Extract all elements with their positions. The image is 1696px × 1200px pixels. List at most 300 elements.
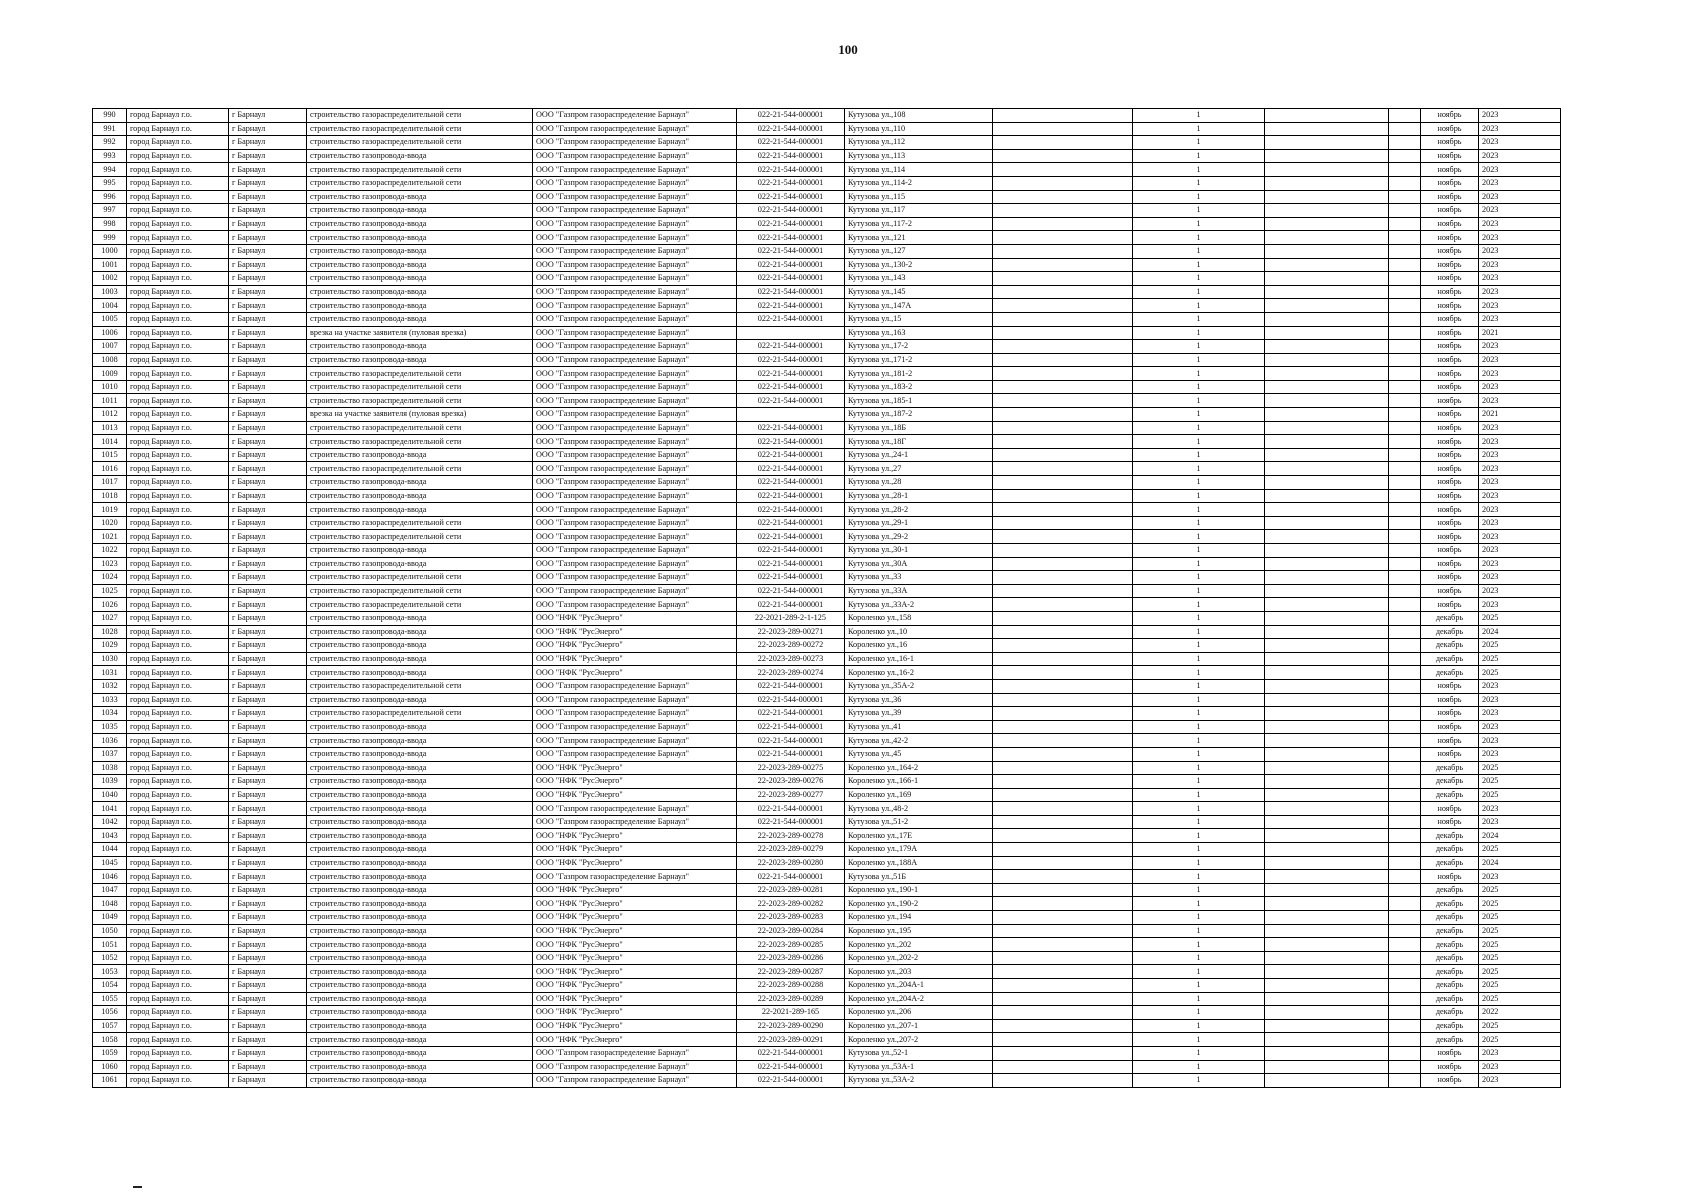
table-row bbox=[93, 883, 1561, 897]
table-cell: строительство газопровода-ввода bbox=[307, 788, 533, 802]
table-cell: 1050 bbox=[93, 924, 127, 938]
table-cell: ноябрь bbox=[1421, 815, 1479, 829]
table-cell: 1 bbox=[1133, 598, 1265, 612]
empty-cell bbox=[1389, 353, 1421, 367]
table-row bbox=[93, 190, 1561, 204]
table-cell: 1 bbox=[1133, 394, 1265, 408]
table-cell: 991 bbox=[93, 122, 127, 136]
table-cell: 022-21-544-000001 bbox=[737, 815, 845, 829]
table-cell: 1 bbox=[1133, 788, 1265, 802]
table-cell: г Барнаул bbox=[229, 693, 307, 707]
table-cell: ноябрь bbox=[1421, 1060, 1479, 1074]
table-cell: ООО "НФК "РусЭнерго" bbox=[533, 1019, 737, 1033]
table-cell: Кутузова ул.,45 bbox=[845, 747, 993, 761]
table-cell: 22-2023-289-00291 bbox=[737, 1033, 845, 1047]
table-cell: 1007 bbox=[93, 340, 127, 354]
table-cell: г Барнаул bbox=[229, 503, 307, 517]
empty-cell bbox=[1389, 883, 1421, 897]
table-cell: ноябрь bbox=[1421, 326, 1479, 340]
table-cell: 1 bbox=[1133, 734, 1265, 748]
table-cell: Кутузова ул.,108 bbox=[845, 109, 993, 123]
table-cell: 022-21-544-000001 bbox=[737, 462, 845, 476]
table-cell: 1034 bbox=[93, 707, 127, 721]
table-cell: строительство газопровода-ввода bbox=[307, 1060, 533, 1074]
table-cell: г Барнаул bbox=[229, 299, 307, 313]
table-row bbox=[93, 340, 1561, 354]
table-cell: 997 bbox=[93, 204, 127, 218]
table-cell: 2023 bbox=[1479, 149, 1561, 163]
table-row bbox=[93, 204, 1561, 218]
empty-cell bbox=[1389, 747, 1421, 761]
empty-cell bbox=[1265, 856, 1389, 870]
table-cell: 1 bbox=[1133, 965, 1265, 979]
empty-cell bbox=[993, 598, 1133, 612]
table-cell: 1037 bbox=[93, 747, 127, 761]
empty-cell bbox=[1389, 720, 1421, 734]
table-row bbox=[93, 136, 1561, 150]
table-cell: г Барнаул bbox=[229, 149, 307, 163]
table-cell: 022-21-544-000001 bbox=[737, 204, 845, 218]
table-cell: 022-21-544-000001 bbox=[737, 299, 845, 313]
table-cell: ноябрь bbox=[1421, 353, 1479, 367]
table-cell: город Барнаул г.о. bbox=[127, 611, 229, 625]
table-cell: г Барнаул bbox=[229, 761, 307, 775]
table-cell: г Барнаул bbox=[229, 815, 307, 829]
table-cell: ноябрь bbox=[1421, 870, 1479, 884]
empty-cell bbox=[1389, 272, 1421, 286]
empty-cell bbox=[1265, 761, 1389, 775]
empty-cell bbox=[1389, 1060, 1421, 1074]
table-cell: город Барнаул г.о. bbox=[127, 707, 229, 721]
table-cell: 996 bbox=[93, 190, 127, 204]
empty-cell bbox=[1389, 911, 1421, 925]
table-cell: ООО "НФК "РусЭнерго" bbox=[533, 1006, 737, 1020]
empty-cell bbox=[1389, 1019, 1421, 1033]
table-cell: г Барнаул bbox=[229, 489, 307, 503]
table-cell: Кутузова ул.,181-2 bbox=[845, 367, 993, 381]
empty-cell bbox=[1389, 462, 1421, 476]
table-cell: 22-2021-289-2-1-125 bbox=[737, 611, 845, 625]
empty-cell bbox=[993, 312, 1133, 326]
empty-cell bbox=[993, 217, 1133, 231]
table-cell: ООО "Газпром газораспределение Барнаул" bbox=[533, 109, 737, 123]
table-cell: город Барнаул г.о. bbox=[127, 625, 229, 639]
table-cell: ООО "Газпром газораспределение Барнаул" bbox=[533, 136, 737, 150]
table-cell: Кутузова ул.,33 bbox=[845, 571, 993, 585]
table-cell: ноябрь bbox=[1421, 109, 1479, 123]
table-cell: ООО "НФК "РусЭнерго" bbox=[533, 761, 737, 775]
table-cell: 022-21-544-000001 bbox=[737, 244, 845, 258]
table-cell: Кутузова ул.,115 bbox=[845, 190, 993, 204]
table-cell: 1032 bbox=[93, 679, 127, 693]
empty-cell bbox=[993, 272, 1133, 286]
table-cell: строительство газораспределительной сети bbox=[307, 679, 533, 693]
table-cell: 1055 bbox=[93, 992, 127, 1006]
table-cell: 1 bbox=[1133, 802, 1265, 816]
table-cell: 2025 bbox=[1479, 761, 1561, 775]
empty-cell bbox=[993, 625, 1133, 639]
table-cell: ноябрь bbox=[1421, 136, 1479, 150]
table-cell: 1043 bbox=[93, 829, 127, 843]
table-cell: 022-21-544-000001 bbox=[737, 312, 845, 326]
table-cell: город Барнаул г.о. bbox=[127, 476, 229, 490]
table-cell: 022-21-544-000001 bbox=[737, 272, 845, 286]
empty-cell bbox=[1265, 775, 1389, 789]
table-cell: 2023 bbox=[1479, 353, 1561, 367]
table-cell: 022-21-544-000001 bbox=[737, 176, 845, 190]
table-cell: 022-21-544-000001 bbox=[737, 340, 845, 354]
table-cell: строительство газопровода-ввода bbox=[307, 1046, 533, 1060]
table-cell: 022-21-544-000001 bbox=[737, 136, 845, 150]
table-cell: ООО "Газпром газораспределение Барнаул" bbox=[533, 693, 737, 707]
table-cell: Короленко ул.,188А bbox=[845, 856, 993, 870]
empty-cell bbox=[1265, 734, 1389, 748]
empty-cell bbox=[1265, 625, 1389, 639]
table-row bbox=[93, 856, 1561, 870]
empty-cell bbox=[1389, 775, 1421, 789]
table-cell bbox=[737, 326, 845, 340]
table-cell: 1 bbox=[1133, 503, 1265, 517]
table-cell: строительство газопровода-ввода bbox=[307, 734, 533, 748]
table-cell: 1033 bbox=[93, 693, 127, 707]
table-cell: декабрь bbox=[1421, 652, 1479, 666]
empty-cell bbox=[993, 938, 1133, 952]
table-cell: город Барнаул г.о. bbox=[127, 992, 229, 1006]
table-row bbox=[93, 530, 1561, 544]
empty-cell bbox=[993, 1060, 1133, 1074]
table-cell: ООО "Газпром газораспределение Барнаул" bbox=[533, 244, 737, 258]
table-cell: 22-2023-289-00284 bbox=[737, 924, 845, 938]
table-cell: Кутузова ул.,117-2 bbox=[845, 217, 993, 231]
table-cell: ООО "Газпром газораспределение Барнаул" bbox=[533, 326, 737, 340]
table-cell: 22-2023-289-00276 bbox=[737, 775, 845, 789]
table-cell: ноябрь bbox=[1421, 584, 1479, 598]
table-cell: 2023 bbox=[1479, 163, 1561, 177]
table-cell: Короленко ул.,202-2 bbox=[845, 951, 993, 965]
empty-cell bbox=[1389, 802, 1421, 816]
table-cell: ООО "Газпром газораспределение Барнаул" bbox=[533, 149, 737, 163]
table-cell: 022-21-544-000001 bbox=[737, 1046, 845, 1060]
table-row bbox=[93, 1060, 1561, 1074]
table-cell: строительство газопровода-ввода bbox=[307, 340, 533, 354]
empty-cell bbox=[993, 720, 1133, 734]
table-row bbox=[93, 965, 1561, 979]
empty-cell bbox=[1389, 285, 1421, 299]
empty-cell bbox=[1389, 666, 1421, 680]
table-cell: Кутузова ул.,147А bbox=[845, 299, 993, 313]
table-cell: строительство газораспределительной сети bbox=[307, 176, 533, 190]
table-cell: г Барнаул bbox=[229, 231, 307, 245]
table-cell: 1 bbox=[1133, 530, 1265, 544]
table-cell: 2023 bbox=[1479, 231, 1561, 245]
table-cell: 1 bbox=[1133, 652, 1265, 666]
empty-cell bbox=[993, 503, 1133, 517]
table-cell: Кутузова ул.,183-2 bbox=[845, 380, 993, 394]
table-row bbox=[93, 693, 1561, 707]
table-cell: ноябрь bbox=[1421, 163, 1479, 177]
table-row bbox=[93, 1033, 1561, 1047]
table-row bbox=[93, 707, 1561, 721]
table-cell: 1 bbox=[1133, 679, 1265, 693]
table-cell: ноябрь bbox=[1421, 217, 1479, 231]
table-cell: строительство газораспределительной сети bbox=[307, 516, 533, 530]
table-cell: г Барнаул bbox=[229, 285, 307, 299]
table-cell: Короленко ул.,16-1 bbox=[845, 652, 993, 666]
table-cell: ООО "Газпром газораспределение Барнаул" bbox=[533, 299, 737, 313]
table-cell: город Барнаул г.о. bbox=[127, 163, 229, 177]
table-cell: Кутузова ул.,114-2 bbox=[845, 176, 993, 190]
table-cell: город Барнаул г.о. bbox=[127, 951, 229, 965]
table-row bbox=[93, 285, 1561, 299]
table-row bbox=[93, 326, 1561, 340]
table-row bbox=[93, 911, 1561, 925]
table-cell: строительство газораспределительной сети bbox=[307, 584, 533, 598]
table-cell: Кутузова ул.,36 bbox=[845, 693, 993, 707]
table-cell: ООО "Газпром газораспределение Барнаул" bbox=[533, 802, 737, 816]
table-cell: 022-21-544-000001 bbox=[737, 802, 845, 816]
table-cell: 1 bbox=[1133, 584, 1265, 598]
table-row bbox=[93, 802, 1561, 816]
table-cell: строительство газопровода-ввода bbox=[307, 951, 533, 965]
empty-cell bbox=[1389, 965, 1421, 979]
empty-cell bbox=[993, 666, 1133, 680]
table-body bbox=[93, 109, 1561, 1088]
table-row bbox=[93, 734, 1561, 748]
table-cell: г Барнаул bbox=[229, 1006, 307, 1020]
empty-cell bbox=[993, 326, 1133, 340]
table-cell: ноябрь bbox=[1421, 380, 1479, 394]
empty-cell bbox=[1389, 1046, 1421, 1060]
table-cell: ООО "НФК "РусЭнерго" bbox=[533, 625, 737, 639]
empty-cell bbox=[993, 584, 1133, 598]
empty-cell bbox=[1265, 1006, 1389, 1020]
table-cell: Короленко ул.,202 bbox=[845, 938, 993, 952]
table-cell: город Барнаул г.о. bbox=[127, 897, 229, 911]
table-cell: ноябрь bbox=[1421, 1046, 1479, 1060]
table-cell: ноябрь bbox=[1421, 285, 1479, 299]
page-number: 100 bbox=[838, 42, 858, 57]
table-cell: строительство газопровода-ввода bbox=[307, 625, 533, 639]
table-cell: 1031 bbox=[93, 666, 127, 680]
table-cell: 994 bbox=[93, 163, 127, 177]
table-cell: 2025 bbox=[1479, 775, 1561, 789]
empty-cell bbox=[1265, 109, 1389, 123]
table-cell: ООО "Газпром газораспределение Барнаул" bbox=[533, 530, 737, 544]
table-cell: строительство газопровода-ввода bbox=[307, 639, 533, 653]
table-cell: 1001 bbox=[93, 258, 127, 272]
empty-cell bbox=[1265, 462, 1389, 476]
table-cell bbox=[737, 408, 845, 422]
table-cell: ООО "Газпром газораспределение Барнаул" bbox=[533, 1060, 737, 1074]
table-cell: ноябрь bbox=[1421, 204, 1479, 218]
table-cell: ООО "Газпром газораспределение Барнаул" bbox=[533, 435, 737, 449]
table-cell: 1 bbox=[1133, 380, 1265, 394]
table-cell: город Барнаул г.о. bbox=[127, 204, 229, 218]
empty-cell bbox=[993, 897, 1133, 911]
empty-cell bbox=[1389, 843, 1421, 857]
table-cell: 22-2023-289-00281 bbox=[737, 883, 845, 897]
table-cell: 2025 bbox=[1479, 897, 1561, 911]
empty-cell bbox=[1389, 190, 1421, 204]
table-cell: г Барнаул bbox=[229, 476, 307, 490]
table-cell: 1 bbox=[1133, 353, 1265, 367]
table-cell: 1029 bbox=[93, 639, 127, 653]
table-cell: г Барнаул bbox=[229, 544, 307, 558]
table-cell: 022-21-544-000001 bbox=[737, 503, 845, 517]
table-cell: 1 bbox=[1133, 340, 1265, 354]
data-table bbox=[92, 108, 1561, 1088]
table-cell: город Барнаул г.о. bbox=[127, 272, 229, 286]
table-cell: город Барнаул г.о. bbox=[127, 109, 229, 123]
table-cell: Короленко ул.,195 bbox=[845, 924, 993, 938]
table-cell: 022-21-544-000001 bbox=[737, 353, 845, 367]
table-cell: 2023 bbox=[1479, 190, 1561, 204]
table-cell: 22-2023-289-00272 bbox=[737, 639, 845, 653]
table-cell: Кутузова ул.,28 bbox=[845, 476, 993, 490]
table-cell: ООО "Газпром газораспределение Барнаул" bbox=[533, 394, 737, 408]
table-cell: 2023 bbox=[1479, 394, 1561, 408]
empty-cell bbox=[1265, 611, 1389, 625]
table-row bbox=[93, 625, 1561, 639]
table-cell: Кутузова ул.,163 bbox=[845, 326, 993, 340]
table-row bbox=[93, 272, 1561, 286]
table-cell: г Барнаул bbox=[229, 380, 307, 394]
table-cell: декабрь bbox=[1421, 938, 1479, 952]
table-cell: строительство газораспределительной сети bbox=[307, 109, 533, 123]
table-cell: строительство газопровода-ввода bbox=[307, 761, 533, 775]
table-cell: Кутузова ул.,121 bbox=[845, 231, 993, 245]
table-cell: 22-2023-289-00290 bbox=[737, 1019, 845, 1033]
table-cell: 022-21-544-000001 bbox=[737, 394, 845, 408]
table-cell: ноябрь bbox=[1421, 367, 1479, 381]
table-cell: 2023 bbox=[1479, 299, 1561, 313]
table-cell: г Барнаул bbox=[229, 992, 307, 1006]
table-cell: Короленко ул.,179А bbox=[845, 843, 993, 857]
empty-cell bbox=[993, 544, 1133, 558]
table-cell: Кутузова ул.,29-2 bbox=[845, 530, 993, 544]
empty-cell bbox=[1265, 1019, 1389, 1033]
table-cell: город Барнаул г.о. bbox=[127, 394, 229, 408]
table-cell: ООО "НФК "РусЭнерго" bbox=[533, 883, 737, 897]
empty-cell bbox=[1265, 544, 1389, 558]
table-cell: 1035 bbox=[93, 720, 127, 734]
empty-cell bbox=[1389, 244, 1421, 258]
table-cell: 022-21-544-000001 bbox=[737, 734, 845, 748]
table-cell: строительство газопровода-ввода bbox=[307, 979, 533, 993]
table-cell: 22-2023-289-00279 bbox=[737, 843, 845, 857]
empty-cell bbox=[993, 883, 1133, 897]
empty-cell bbox=[1265, 1046, 1389, 1060]
table-cell: ноябрь bbox=[1421, 516, 1479, 530]
table-cell: г Барнаул bbox=[229, 258, 307, 272]
table-cell: 1015 bbox=[93, 448, 127, 462]
table-cell: 1046 bbox=[93, 870, 127, 884]
table-cell: декабрь bbox=[1421, 1019, 1479, 1033]
table-cell: город Барнаул г.о. bbox=[127, 1074, 229, 1088]
empty-cell bbox=[1265, 924, 1389, 938]
table-cell: 2023 bbox=[1479, 462, 1561, 476]
table-cell: город Барнаул г.о. bbox=[127, 530, 229, 544]
table-cell: город Барнаул г.о. bbox=[127, 856, 229, 870]
table-cell: 2023 bbox=[1479, 136, 1561, 150]
table-cell: 1022 bbox=[93, 544, 127, 558]
empty-cell bbox=[993, 815, 1133, 829]
empty-cell bbox=[1389, 476, 1421, 490]
table-cell: строительство газораспределительной сети bbox=[307, 598, 533, 612]
table-cell: г Барнаул bbox=[229, 951, 307, 965]
table-cell: г Барнаул bbox=[229, 367, 307, 381]
table-cell: 1 bbox=[1133, 761, 1265, 775]
table-cell: Кутузова ул.,145 bbox=[845, 285, 993, 299]
empty-cell bbox=[993, 367, 1133, 381]
table-cell: город Барнаул г.о. bbox=[127, 217, 229, 231]
table-cell: ноябрь bbox=[1421, 734, 1479, 748]
table-cell: город Барнаул г.о. bbox=[127, 285, 229, 299]
empty-cell bbox=[1265, 965, 1389, 979]
empty-cell bbox=[1265, 720, 1389, 734]
empty-cell bbox=[1389, 652, 1421, 666]
empty-cell bbox=[1265, 707, 1389, 721]
empty-cell bbox=[993, 611, 1133, 625]
empty-cell bbox=[993, 149, 1133, 163]
table-cell: ноябрь bbox=[1421, 258, 1479, 272]
empty-cell bbox=[1265, 299, 1389, 313]
table-row bbox=[93, 380, 1561, 394]
table-cell: ноябрь bbox=[1421, 503, 1479, 517]
table-cell: ноябрь bbox=[1421, 448, 1479, 462]
empty-cell bbox=[993, 829, 1133, 843]
table-cell: ноябрь bbox=[1421, 557, 1479, 571]
table-cell: 1012 bbox=[93, 408, 127, 422]
empty-cell bbox=[1389, 149, 1421, 163]
empty-cell bbox=[993, 258, 1133, 272]
table-cell: 2023 bbox=[1479, 544, 1561, 558]
table-cell: строительство газопровода-ввода bbox=[307, 911, 533, 925]
table-cell: 1 bbox=[1133, 272, 1265, 286]
empty-cell bbox=[1389, 380, 1421, 394]
empty-cell bbox=[1389, 679, 1421, 693]
empty-cell bbox=[993, 190, 1133, 204]
table-row bbox=[93, 408, 1561, 422]
empty-cell bbox=[1265, 258, 1389, 272]
table-cell: строительство газопровода-ввода bbox=[307, 231, 533, 245]
table-row bbox=[93, 258, 1561, 272]
empty-cell bbox=[1389, 299, 1421, 313]
table-cell: декабрь bbox=[1421, 829, 1479, 843]
empty-cell bbox=[1265, 843, 1389, 857]
table-cell: город Барнаул г.о. bbox=[127, 1046, 229, 1060]
table-cell: декабрь bbox=[1421, 639, 1479, 653]
empty-cell bbox=[1265, 231, 1389, 245]
table-cell: ООО "Газпром газораспределение Барнаул" bbox=[533, 815, 737, 829]
table-row bbox=[93, 679, 1561, 693]
table-cell: строительство газопровода-ввода bbox=[307, 503, 533, 517]
table-cell: 1 bbox=[1133, 639, 1265, 653]
table-cell: 1 bbox=[1133, 938, 1265, 952]
table-cell: декабрь bbox=[1421, 992, 1479, 1006]
empty-cell bbox=[1389, 856, 1421, 870]
empty-cell bbox=[993, 870, 1133, 884]
table-cell: ООО "НФК "РусЭнерго" bbox=[533, 951, 737, 965]
table-cell: строительство газопровода-ввода bbox=[307, 815, 533, 829]
empty-cell bbox=[1389, 598, 1421, 612]
table-cell: 022-21-544-000001 bbox=[737, 544, 845, 558]
table-cell: 1011 bbox=[93, 394, 127, 408]
table-cell: г Барнаул bbox=[229, 707, 307, 721]
table-cell: Кутузова ул.,51Б bbox=[845, 870, 993, 884]
table-cell: 022-21-544-000001 bbox=[737, 489, 845, 503]
table-cell: ноябрь bbox=[1421, 476, 1479, 490]
